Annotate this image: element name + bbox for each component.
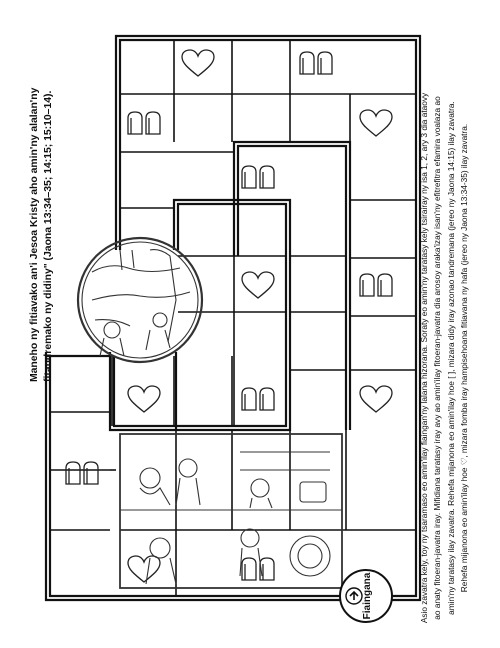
heart-icon <box>360 110 392 136</box>
heart-icon <box>182 50 214 76</box>
tablets-icon <box>66 462 98 484</box>
tablets-icon <box>242 388 274 410</box>
heart-icon <box>128 556 160 582</box>
tablets-icon <box>360 274 392 296</box>
heart-icon <box>242 272 274 298</box>
tablets-icon <box>300 52 332 74</box>
instructions-text: Asio zavatra kely, toy ny tsaramaso eo amin'ilay fiaingan'ny lalana hizorana. Soraty eo amin'ny taratasy kely tsirairay ny isa 1, 2, ary 3 dia ataovy ao anaty fitoeran-javatra iray. Mifidiana taratasy iray avy ao amin'ilay fitoeran-javatra dia arosoy araka'izay isan'ny efitrefitra efamira voalaza ao amin'ny taratasy ilay zavatra. Rehefa mijanona eo amin'ilay hoe [ ], mizara didy iray azonao tandremana (jereo ny Jaona 14:15) ilay zavatra. Rehefa mijanona eo amin'ilay hoe ♡, mizara fomba iray hampisehoana fitiavana ny hafa (jereo ny Jaona 13:34-35) ilay zavatra. <box>419 92 470 624</box>
path-outline <box>46 36 420 600</box>
page-title-wrap <box>28 42 56 382</box>
tablets-icon <box>242 558 274 580</box>
tablets-icon <box>242 166 274 188</box>
instructions-wrap <box>418 88 472 628</box>
start-label-wrap <box>362 566 373 626</box>
heart-icon <box>360 386 392 412</box>
heart-icon <box>128 386 160 412</box>
jesus-with-children-illustration <box>78 238 202 362</box>
start-label: Fiaingana <box>362 572 373 620</box>
space-grid <box>50 40 416 596</box>
children-sharing-illustration <box>120 434 342 588</box>
tablets-icon <box>128 112 160 134</box>
page-title: Maneho ny fitiavako an'i Jesoa Kristy aho amin'ny alalan'ny fitandremako ny didiny" (Jaona 13:34–35; 14:15; 15:10–14). <box>29 87 54 382</box>
